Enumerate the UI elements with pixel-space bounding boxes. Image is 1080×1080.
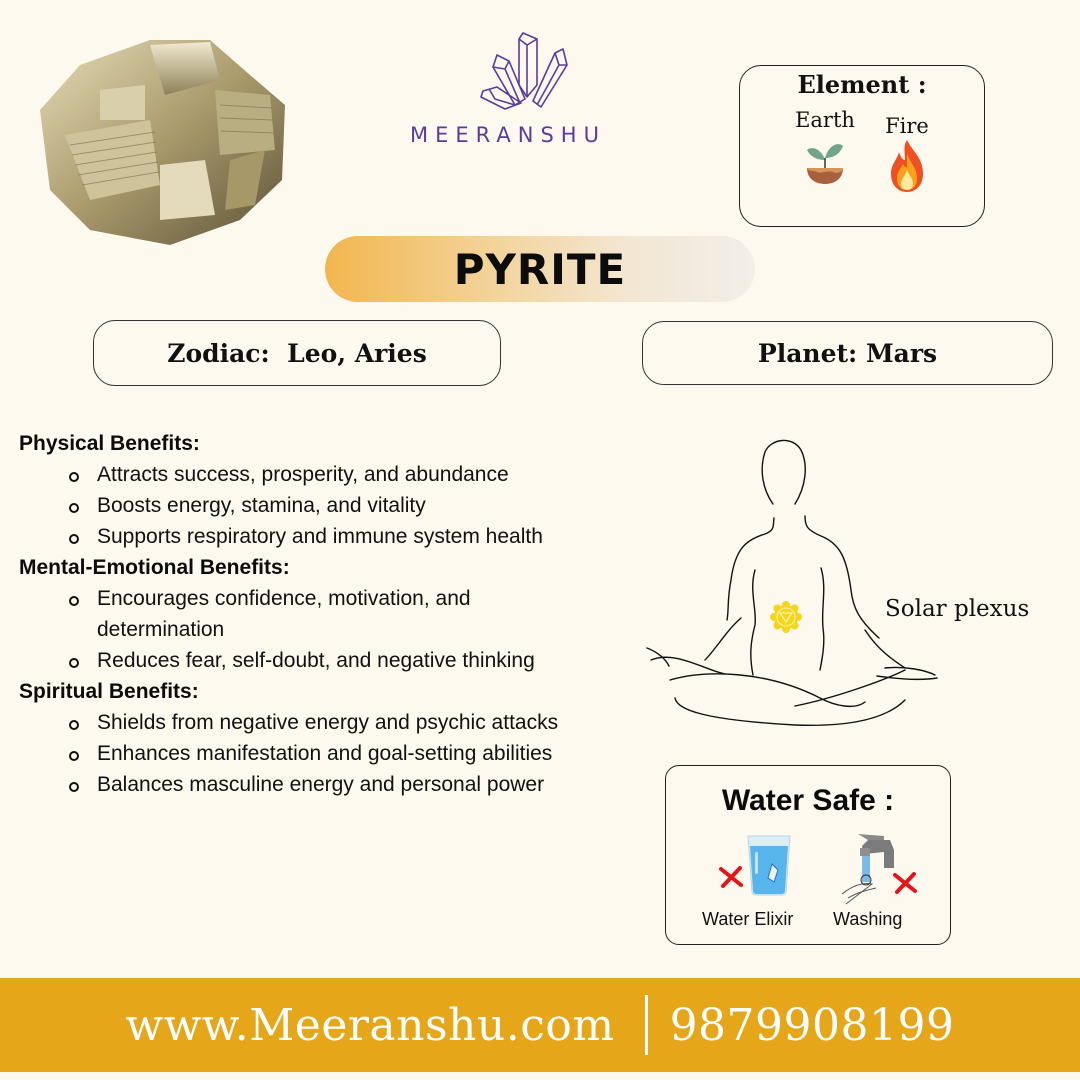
element-fire-label: Fire (885, 114, 929, 138)
element-earth (785, 108, 865, 190)
chakra-label: Solar plexus (885, 596, 1030, 622)
meditating-person-icon (645, 430, 945, 730)
mental-emotional-benefits-list (19, 583, 644, 676)
phone-number[interactable]: 9879908199 (669, 999, 955, 1051)
water-glass-icon (746, 834, 792, 896)
list-item: Attracts success, prosperity, and abundance (97, 459, 644, 490)
list-item: Balances masculine energy and personal power (97, 769, 607, 800)
list-item: Supports respiratory and immune system health (97, 521, 607, 552)
pyrite-crystal-image (20, 20, 300, 260)
element-card (739, 65, 985, 227)
element-title: Element : (797, 70, 927, 99)
footer-divider (645, 995, 648, 1055)
planet-text: Planet: Mars (757, 338, 938, 368)
zodiac-text: Zodiac: Leo, Aries (167, 338, 427, 368)
list-item: Boosts energy, stamina, and vitality (97, 490, 644, 521)
washing-label: Washing (833, 909, 903, 929)
solar-plexus-chakra-icon (769, 600, 803, 638)
planet-pill (642, 321, 1053, 385)
spiritual-benefits-list (19, 707, 644, 800)
brand-name: MEERANSHU (410, 123, 606, 147)
meditation-figure (645, 430, 945, 730)
sprout-in-soil-icon (803, 136, 847, 186)
list-item: Shields from negative energy and psychic attacks (97, 707, 607, 738)
element-fire (867, 114, 947, 198)
element-earth-label: Earth (795, 108, 855, 132)
website-link[interactable]: www.Meeranshu.com (125, 999, 615, 1051)
brand-logo (400, 25, 660, 185)
water-elixir-label: Water Elixir (702, 909, 794, 929)
cross-icon (718, 864, 744, 890)
list-item: Encourages confidence, motivation, and determination (97, 583, 597, 645)
title-banner (325, 236, 755, 302)
benefits-list (19, 428, 644, 800)
zodiac-pill (93, 320, 501, 386)
water-safe-title: Water Safe : (721, 784, 895, 817)
physical-benefits-heading: Physical Benefits: (19, 432, 200, 455)
stone-name: PYRITE (453, 244, 627, 294)
footer-bar (0, 978, 1080, 1072)
mental-emotional-benefits-heading: Mental-Emotional Benefits: (19, 556, 290, 579)
water-safe-card (665, 765, 951, 945)
physical-benefits-list (19, 459, 644, 552)
flame-icon (887, 138, 927, 194)
list-item: Enhances manifestation and goal-setting abilities (97, 738, 607, 769)
list-item: Reduces fear, self-doubt, and negative thinking (97, 645, 644, 676)
cross-icon (892, 870, 918, 896)
crystal-cluster-icon (475, 25, 585, 115)
spiritual-benefits-heading: Spiritual Benefits: (19, 680, 199, 703)
